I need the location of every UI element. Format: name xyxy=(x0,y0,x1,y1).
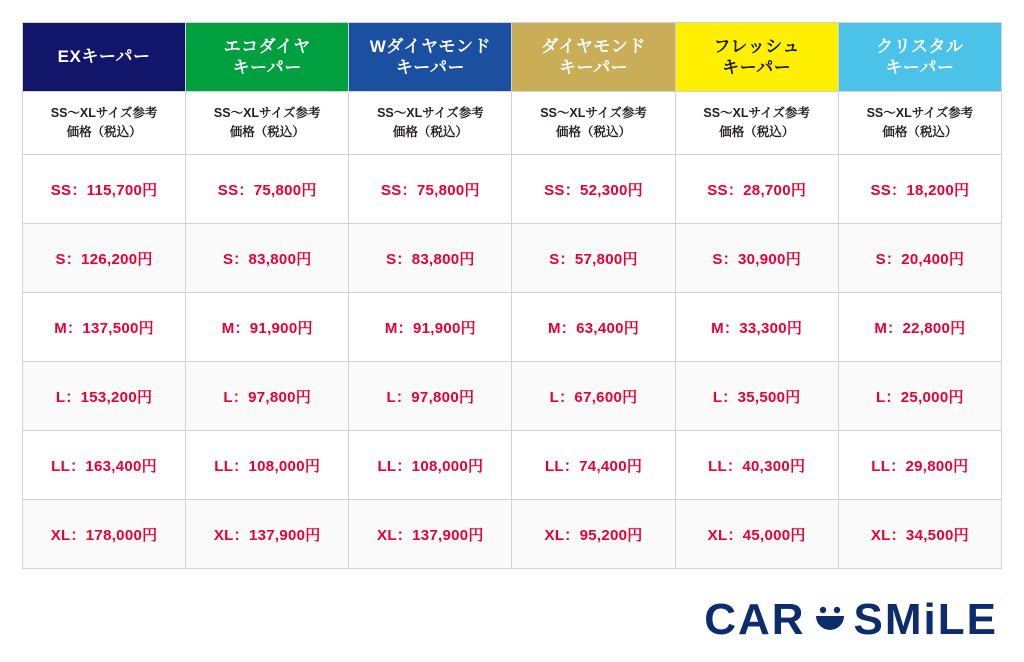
subheader-cell-2-line1: SS〜XLサイズ参考 xyxy=(377,106,484,121)
subheader-cell-1-line1: SS〜XLサイズ参考 xyxy=(213,106,321,121)
price-cell: SS：115,700円 xyxy=(23,155,186,224)
column-header-2 xyxy=(349,23,512,92)
subheader-row xyxy=(23,92,1002,155)
price-cell: S：83,800円 xyxy=(186,224,349,293)
subheader-cell-3-line1: SS〜XLサイズ参考 xyxy=(540,106,647,121)
subheader-cell-2-line2: 価格（税込） xyxy=(392,125,468,139)
table-body xyxy=(23,155,1002,569)
price-cell: M：22,800円 xyxy=(838,293,1001,362)
price-table-container xyxy=(22,22,1002,569)
subheader-cell-5-line2: 価格（税込） xyxy=(882,125,958,139)
price-cell: L：35,500円 xyxy=(675,362,838,431)
table-row xyxy=(23,431,1002,500)
price-cell: SS：52,300円 xyxy=(512,155,675,224)
column-header-0-line1: EXキーパー xyxy=(57,47,151,67)
price-cell: M：91,900円 xyxy=(349,293,512,362)
price-cell: S：30,900円 xyxy=(675,224,838,293)
price-cell: LL：40,300円 xyxy=(675,431,838,500)
price-cell: S：83,800円 xyxy=(349,224,512,293)
price-cell: LL：108,000円 xyxy=(349,431,512,500)
column-header-5-line2: キーパー xyxy=(885,58,955,77)
subheader-cell-4 xyxy=(675,92,838,155)
subheader-cell-4-line1: SS〜XLサイズ参考 xyxy=(703,106,811,121)
subheader-cell-0 xyxy=(23,92,186,155)
table-row xyxy=(23,362,1002,431)
column-header-3 xyxy=(512,23,675,92)
price-cell: M：137,500円 xyxy=(23,293,186,362)
price-cell: S：57,800円 xyxy=(512,224,675,293)
price-cell: SS：18,200円 xyxy=(838,155,1001,224)
table-row xyxy=(23,500,1002,569)
subheader-cell-4-line2: 価格（税込） xyxy=(719,125,795,139)
price-cell: M：91,900円 xyxy=(186,293,349,362)
price-cell: M：33,300円 xyxy=(675,293,838,362)
column-header-2-line1: Wダイヤモンド xyxy=(369,36,491,56)
column-header-4 xyxy=(675,23,838,92)
column-header-1 xyxy=(186,23,349,92)
logo-text-part1: CAR xyxy=(704,595,806,644)
table-header xyxy=(23,23,1002,155)
logo-wordmark xyxy=(704,595,998,644)
column-header-2-line2: キーパー xyxy=(395,58,465,77)
price-cell: L：153,200円 xyxy=(23,362,186,431)
car-smile-logo xyxy=(704,596,998,644)
price-cell: SS：75,800円 xyxy=(349,155,512,224)
column-header-0 xyxy=(23,23,186,92)
table-row xyxy=(23,224,1002,293)
price-cell: L：67,600円 xyxy=(512,362,675,431)
column-header-4-line1: フレッシュ xyxy=(713,36,800,56)
price-cell: LL：108,000円 xyxy=(186,431,349,500)
column-header-3-line1: ダイヤモンド xyxy=(541,36,646,56)
price-cell: XL：95,200円 xyxy=(512,500,675,569)
table-row xyxy=(23,155,1002,224)
column-header-3-line2: キーパー xyxy=(558,58,629,77)
price-cell: L：97,800円 xyxy=(349,362,512,431)
price-cell: S：20,400円 xyxy=(838,224,1001,293)
subheader-cell-0-line1: SS〜XLサイズ参考 xyxy=(50,106,158,121)
price-cell: XL：137,900円 xyxy=(349,500,512,569)
column-header-5 xyxy=(838,23,1001,92)
subheader-cell-1-line2: 価格（税込） xyxy=(229,125,305,139)
column-header-5-line1: クリスタル xyxy=(876,36,964,56)
price-cell: XL：45,000円 xyxy=(675,500,838,569)
price-cell: L：97,800円 xyxy=(186,362,349,431)
subheader-cell-3 xyxy=(512,92,675,155)
subheader-cell-0-line2: 価格（税込） xyxy=(66,125,142,139)
price-cell: M：63,400円 xyxy=(512,293,675,362)
subheader-cell-2 xyxy=(349,92,512,155)
subheader-cell-3-line2: 価格（税込） xyxy=(556,125,632,139)
price-cell: XL：34,500円 xyxy=(838,500,1001,569)
smile-icon xyxy=(810,600,850,640)
price-cell: SS：75,800円 xyxy=(186,155,349,224)
subheader-cell-1 xyxy=(186,92,349,155)
table-row xyxy=(23,293,1002,362)
price-cell: LL：163,400円 xyxy=(23,431,186,500)
price-cell: LL：29,800円 xyxy=(838,431,1001,500)
subheader-cell-5-line1: SS〜XLサイズ参考 xyxy=(866,106,974,121)
header-row xyxy=(23,23,1002,92)
column-header-1-line1: エコダイヤ xyxy=(223,36,311,56)
price-cell: XL：137,900円 xyxy=(186,500,349,569)
price-cell: LL：74,400円 xyxy=(512,431,675,500)
column-header-1-line2: キーパー xyxy=(232,58,302,77)
price-table xyxy=(22,22,1002,569)
column-header-4-line2: キーパー xyxy=(722,58,792,77)
price-cell: S：126,200円 xyxy=(23,224,186,293)
logo-text-part2: SMiLE xyxy=(853,595,998,644)
subheader-cell-5 xyxy=(838,92,1001,155)
price-cell: XL：178,000円 xyxy=(23,500,186,569)
price-cell: L：25,000円 xyxy=(838,362,1001,431)
price-cell: SS：28,700円 xyxy=(675,155,838,224)
